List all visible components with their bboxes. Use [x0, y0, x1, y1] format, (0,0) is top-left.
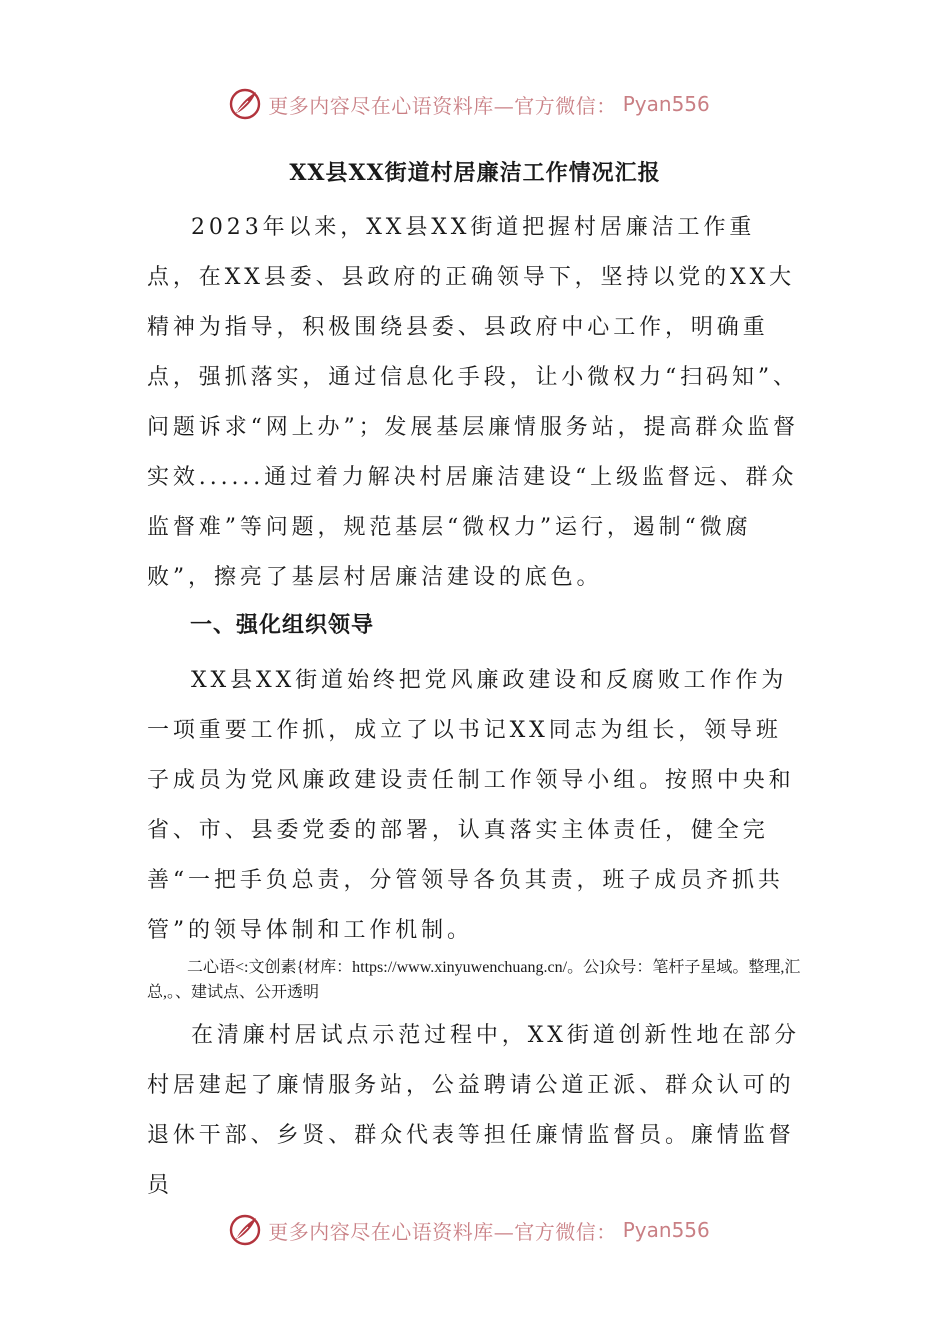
source-note: 二心语<:文创素{材库：https://www.xinyuwenchuang.cn/。公]众号：笔杆子星域。整理,汇总,。、建试点、公开透明	[147, 959, 801, 1001]
watermark-id: Pyan556	[622, 92, 710, 116]
section-heading-1: 一、强化组织领导	[190, 613, 375, 638]
watermark-id: Pyan556	[622, 1218, 710, 1242]
watermark-text: 更多内容尽在心语资料库—官方微信：	[268, 93, 617, 118]
quill-logo-icon	[228, 87, 262, 121]
watermark-banner-top	[0, 82, 950, 126]
section1-paragraph: XX县XX街道始终把党风廉政建设和反腐败工作作为一项重要工作抓，成立了以书记XX同志为组长，领导班子成员为党风廉政建设责任制工作领导小组。按照中央和省、市、县委党委的部署，认真落实主体责任，健全完善“一把手负总责，分管领导各负其责，班子成员齐抓共管”的领导体制和工作机制。	[147, 668, 795, 943]
section2-paragraph: 在清廉村居试点示范过程中，XX街道创新性地在部分村居建起了廉情服务站，公益聘请公道正派、群众认可的退休干部、乡贤、群众代表等担任廉情监督员。廉情监督员	[147, 1023, 800, 1198]
intro-paragraph: 2023年以来，XX县XX街道把握村居廉洁工作重点，在XX县委、县政府的正确领导下，坚持以党的XX大精神为指导，积极围绕县委、县政府中心工作，明确重点，强抓落实，通过信息化手段，让小微权力“扫码知”、问题诉求“网上办”；发展基层廉情服务站，提高群众监督实效......通过着力解决村居廉洁建设“上级监督远、群众监督难”等问题，规范基层“微权力”运行，遏制“微腐败”，擦亮了基层村居廉洁建设的底色。	[147, 215, 799, 590]
document-title: XX县XX街道村居廉洁工作情况汇报	[289, 160, 661, 186]
watermark-banner-bottom	[0, 1208, 950, 1252]
watermark-text: 更多内容尽在心语资料库—官方微信：	[268, 1219, 617, 1244]
quill-logo-icon	[228, 1213, 262, 1247]
